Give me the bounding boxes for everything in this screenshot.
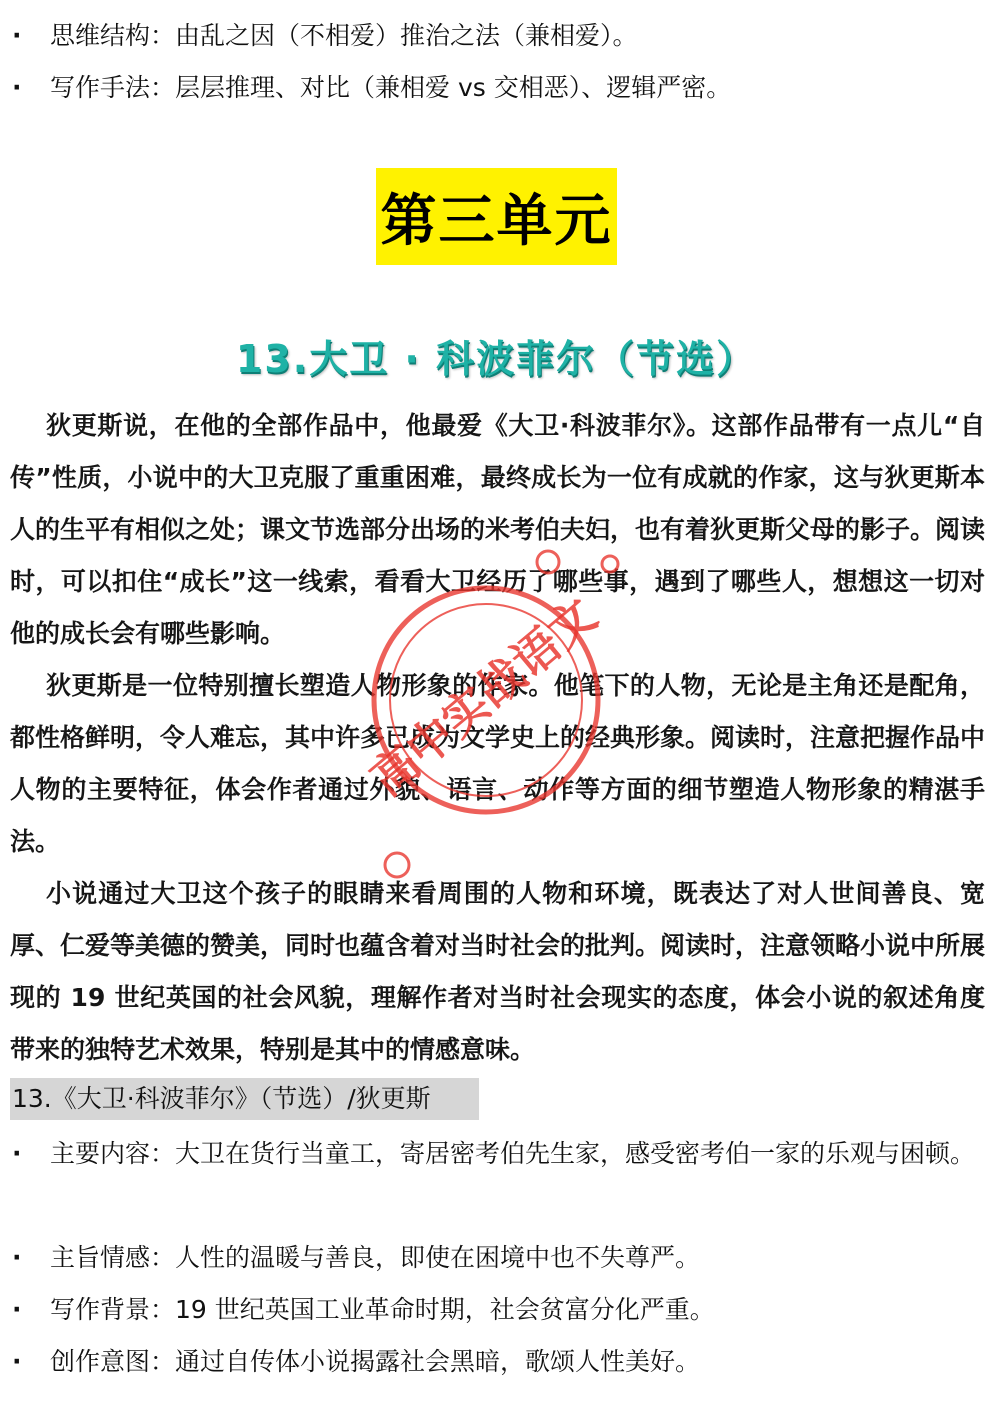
unit-heading <box>376 168 617 265</box>
lesson-title: 13.大卫 · 科波菲尔（节选） <box>235 337 757 381</box>
bullet-dot: · <box>12 73 22 102</box>
bullet-dot: · <box>12 1347 22 1376</box>
list-item <box>12 1336 984 1388</box>
list-item-text: 思维结构：由乱之因（不相爱）推治之法（兼相爱）。 <box>50 21 638 50</box>
intro-paragraph: 狄更斯说，在他的全部作品中，他最爱《大卫·科波菲尔》。这部作品带有一点儿“自传”性质，小说中的大卫克服了重重困难，最终成长为一位有成就的作家，这与狄更斯本人的生平有相似之处；课文节选部分出场的米考伯夫妇，也有着狄更斯父母的影子。阅读时，可以扣住“成长”这一线索，看看大卫经历了哪些事，遇到了哪些人，想想这一切对他的成长会有哪些影响。 <box>10 411 986 648</box>
list-item-text: 写作背景：19 世纪英国工业革命时期，社会贫富分化严重。 <box>50 1295 715 1324</box>
list-item-text: 主要内容：大卫在货行当童工，寄居密考伯先生家，感受密考伯一家的乐观与困顿。 <box>50 1139 976 1168</box>
bullet-dot: · <box>12 1243 22 1272</box>
bullet-dot: · <box>12 1139 22 1168</box>
list-item-text: 主旨情感：人性的温暖与善良，即使在困境中也不失尊严。 <box>50 1243 701 1272</box>
list-item-text: 写作手法：层层推理、对比（兼相爱 vs 交相恶）、逻辑严密。 <box>50 73 732 102</box>
summary-heading: 13.《大卫·科波菲尔》（节选）/狄更斯 <box>10 1078 479 1120</box>
intro-paragraph: 小说通过大卫这个孩子的眼睛来看周围的人物和环境，既表达了对人世间善良、宽厚、仁爱等美德的赞美，同时也蕴含着对当时社会的批判。阅读时，注意领略小说中所展现的 19 世纪英国的社会风貌，理解作者对当时社会现实的态度，体会小说的叙述角度带来的独特艺术效果，特别是其中的情感意味。 <box>10 879 986 1064</box>
list-item <box>12 1284 984 1336</box>
unit-heading-text: 第三单元 <box>380 188 613 254</box>
bullet-dot: · <box>12 1295 22 1324</box>
list-item <box>12 1128 984 1180</box>
stamp-text: 高中实战语文 <box>360 587 607 807</box>
list-item <box>12 10 984 62</box>
list-item <box>12 1232 984 1284</box>
list-item <box>12 62 984 114</box>
intro-paragraph: 狄更斯是一位特别擅长塑造人物形象的作家。他笔下的人物，无论是主角还是配角，都性格鲜明，令人难忘，其中许多已成为文学史上的经典形象。阅读时，注意把握作品中人物的主要特征，体会作者通过外貌、语言、动作等方面的细节塑造人物形象的精湛手法。 <box>10 671 986 856</box>
list-item-text: 创作意图：通过自传体小说揭露社会黑暗，歌颂人性美好。 <box>50 1347 701 1376</box>
bullet-dot: · <box>12 21 22 50</box>
